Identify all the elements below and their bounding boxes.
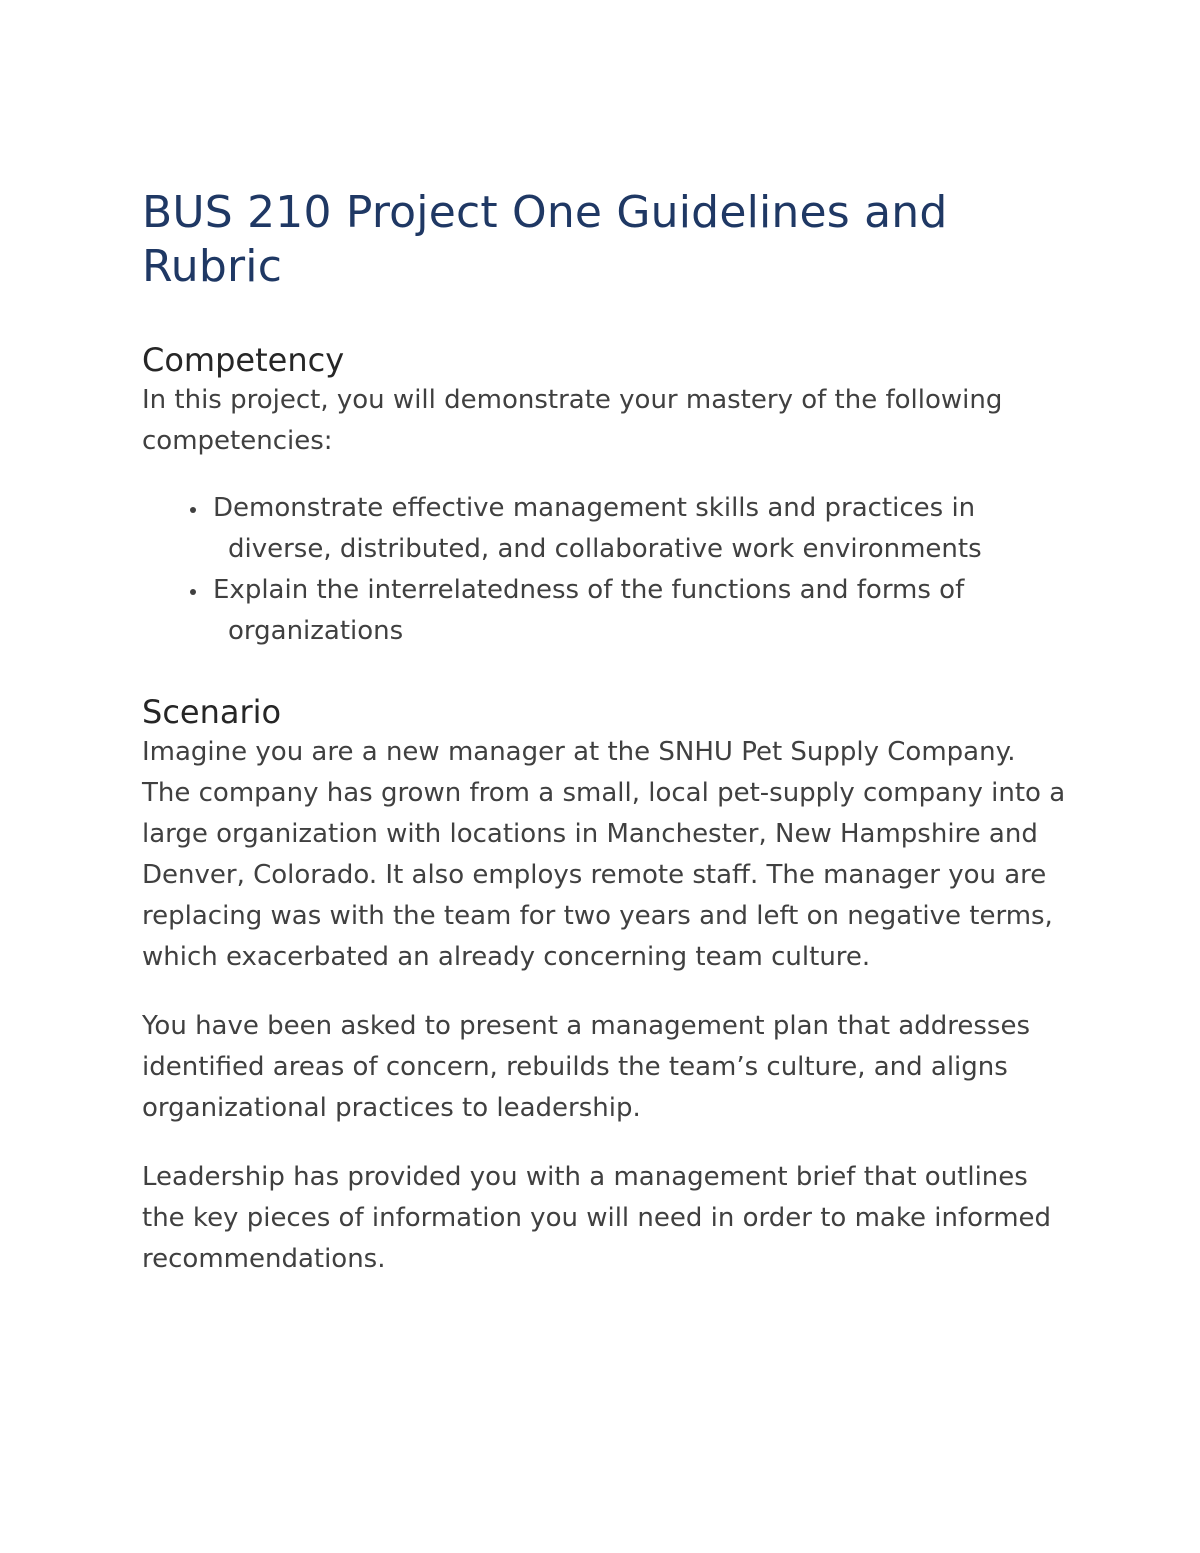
competency-list-item — [142, 488, 1072, 570]
competency-heading: Competency — [142, 341, 345, 379]
competency-item-text: Explain the interrelatedness of the functions and forms of organizations — [213, 575, 965, 646]
competency-item-text: Demonstrate effective management skills and practices in diverse, distributed, and collaborative work environments — [213, 493, 982, 564]
scenario-heading: Scenario — [142, 693, 282, 731]
document-content — [142, 186, 1072, 1280]
scenario-paragraph: Imagine you are a new manager at the SNHU Pet Supply Company. The company has grown from a small, local pet-supply company into a large organization with locations in Manchester, New Hampshire and Denver, Colorado. It also employs remote staff. The manager you are replacing was with the team for two years and left on negative terms, which exacerbated an already concerning team culture. — [142, 737, 1066, 972]
scenario-paragraph: Leadership has provided you with a management brief that outlines the key pieces of information you will need in order to make informed recommendations. — [142, 1162, 1052, 1274]
competency-list — [142, 488, 1072, 652]
bullet-icon — [190, 589, 196, 595]
scenario-paragraph: You have been asked to present a management plan that addresses identified areas of concern, rebuilds the team’s culture, and aligns organizational practices to leadership. — [142, 1011, 1030, 1123]
bullet-icon — [190, 507, 196, 513]
competency-intro: In this project, you will demonstrate your mastery of the following competencies: — [142, 385, 1003, 456]
document-title: BUS 210 Project One Guidelines and Rubric — [142, 187, 948, 292]
competency-list-item — [142, 570, 1072, 652]
